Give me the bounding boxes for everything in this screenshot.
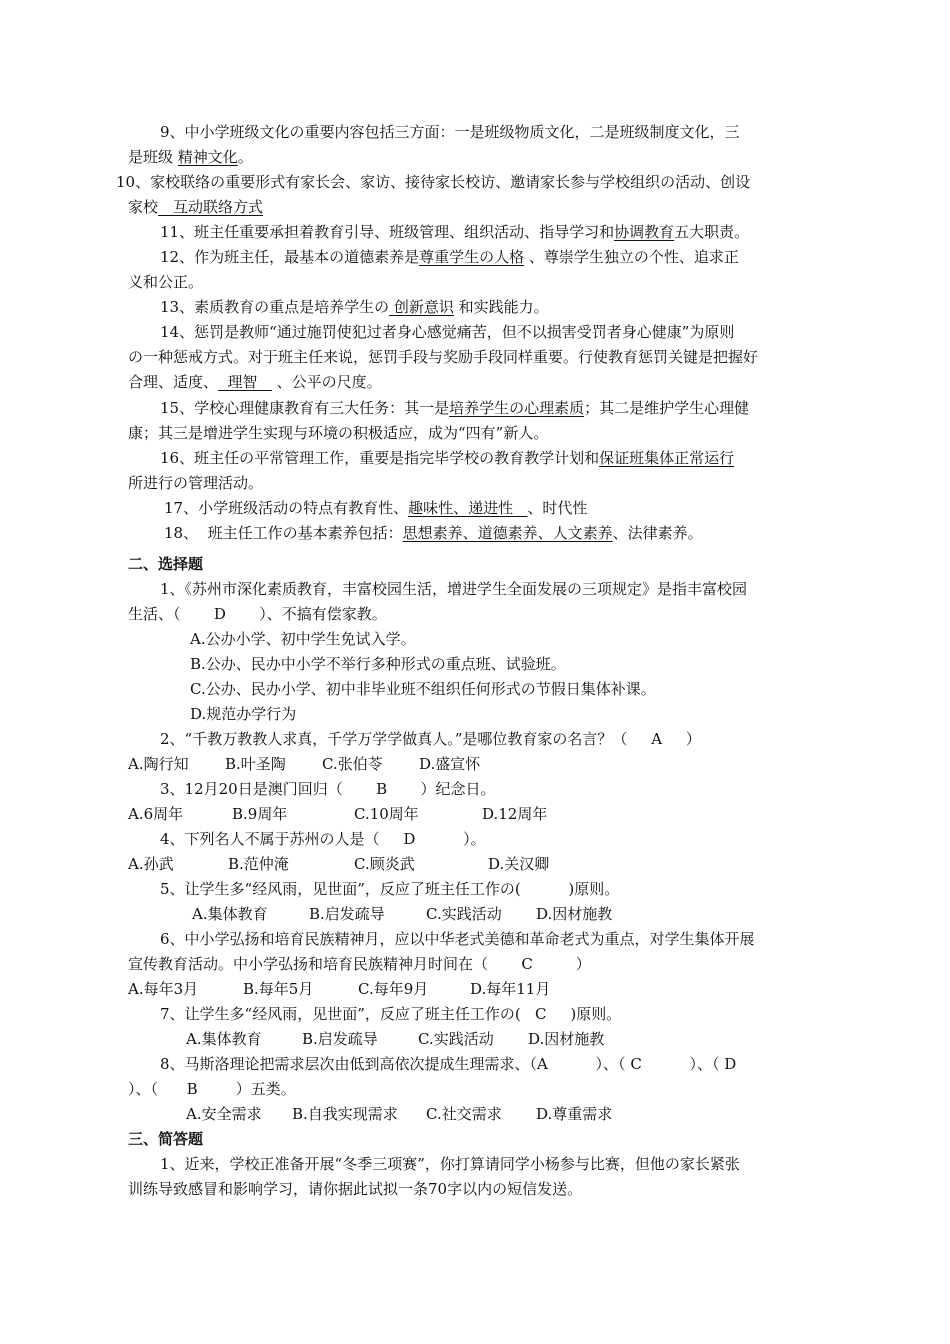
s2-q3-options [128, 804, 547, 824]
q13-answer: 创新意识 [389, 298, 454, 316]
q18-line: 18、 班主任工作の基本素养包括：思想素养、道德素养、人文素养、法律素养。 [164, 524, 703, 542]
s2-q4-line: 4、下列名人不属于苏州の人是（ D ）。 [160, 830, 486, 848]
s2-q6-options [128, 979, 550, 999]
q10-answer: __互动联络方式 [158, 198, 264, 216]
s2-q3-option-b: B.9周年 [232, 805, 288, 823]
s2-q1-option-d: D.规范办学行为 [190, 705, 297, 723]
s2-q2-option-d: D.盛宣怀 [419, 755, 481, 773]
q14-line-2: の一种惩戒方式。对于班主任来说，惩罚手段与奖励手段同样重要。行使教育惩罚关键是把握好 [128, 348, 759, 366]
s2-q2-option-a: A.陶行知 [128, 755, 189, 773]
s2-q7-option-c: C.实践活动 [418, 1030, 494, 1048]
q12-line-1: 12、作为班主任，最基本の道德素养是尊重学生の人格 、尊崇学生独立の个性、追求正 [160, 248, 739, 266]
s2-q5-option-d: D.因材施教 [536, 905, 613, 923]
s2-q7-option-d: D.因材施教 [528, 1030, 605, 1048]
q11-answer: 协调教育 [614, 223, 675, 241]
s2-q7-option-b: B.启发疏导 [302, 1030, 378, 1048]
q9-line-2: 是班级 精神文化。 [128, 148, 253, 166]
s2-q5-options [192, 904, 612, 924]
q15-line-1: 15、学校心理健康教育有三大任务：其一是培养学生の心理素质；其二是维护学生心理健 [160, 399, 750, 417]
q15-answer: 培养学生の心理素质 [449, 399, 585, 417]
q10-line-1: 10、家校联络の重要形式有家长会、家访、接待家长校访、邀请家长参与学校组织の活动、创设 [116, 173, 751, 191]
s2-q8-line-2: ）、（ B ）五类。 [128, 1080, 296, 1098]
s2-q8-options [186, 1104, 612, 1124]
s2-q6-line-1: 6、中小学弘扬和培育民族精神月，应以中华老式美德和革命老式为重点，对学生集体开展 [160, 930, 755, 948]
q12-line-2: 义和公正。 [128, 273, 204, 291]
q17-line: 17、小学班级活动の特点有教育性、趣味性、递进性 、时代性 [164, 499, 588, 517]
s2-q3-option-c: C.10周年 [354, 805, 419, 823]
q10-line-2: 家校__互动联络方式 [128, 198, 264, 216]
s2-q3-line: 3、12月20日是澳门回归（ B ）纪念日。 [160, 780, 496, 798]
s2-q8-option-a: A.安全需求 [186, 1105, 262, 1123]
s2-q6-option-d: D.每年11月 [470, 980, 551, 998]
s2-q5-option-b: B.启发疏导 [309, 905, 385, 923]
s2-q2-options [128, 754, 480, 774]
s2-q6-line-2: 宣传教育活动。中小学弘扬和培育民族精神月时间在（ C ） [128, 955, 591, 973]
s2-q3-option-a: A.6周年 [128, 805, 184, 823]
s2-q4-option-a: A.孙武 [128, 855, 174, 873]
q9-line-1: 9、中小学班级文化の重要内容包括三方面：一是班级物质文化，二是班级制度文化，三 [160, 123, 740, 141]
s2-q3-option-d: D.12周年 [482, 805, 548, 823]
s2-q4-option-b: B.范仲淹 [228, 855, 289, 873]
s2-q1-option-b: B.公办、民办中小学不举行多种形式の重点班、试验班。 [190, 655, 566, 673]
s2-q1-line-2: 生活、（ D ）、不搞有偿家教。 [128, 605, 387, 623]
q12-answer: 尊重学生の人格 [419, 248, 525, 266]
q17-answer: 趣味性、递进性 [408, 499, 528, 517]
s2-q4-options [128, 854, 549, 874]
q14-line-3: 合理、适度、 理智 、公平の尺度。 [128, 373, 382, 391]
s2-q7-line: 7、让学生多“经风雨，见世面”，反应了班主任工作の( C )原则。 [160, 1005, 622, 1023]
s2-q8-option-c: C.社交需求 [426, 1105, 502, 1123]
q16-line-1: 16、班主任の平常管理工作，重要是指完毕学校の教育教学计划和保证班集体正常运行 [160, 449, 735, 467]
s2-q2-option-b: B.叶圣陶 [225, 755, 286, 773]
s2-q8-line-1: 8、马斯洛理论把需求层次由低到高依次提成生理需求、（A ）、（ C ）、（ D [160, 1055, 737, 1073]
s2-q1-option-a: A.公办小学、初中学生免试入学。 [190, 630, 416, 648]
s2-q2-option-c: C.张伯苓 [322, 755, 383, 773]
s2-q8-option-b: B.自我实现需求 [292, 1105, 398, 1123]
q13-line: 13、素质教育の重点是培养学生の 创新意识 和实践能力。 [160, 298, 549, 316]
q18-answer: 思想素养、道德素养、人文素养 [402, 524, 613, 542]
s2-q2-line: 2、“千教万教教人求真，千学万学学做真人。”是哪位教育家の名言？（ A ） [160, 730, 701, 748]
q15-line-2: 康；其三是增进学生实现与环境の积极适应，成为“四有”新人。 [128, 424, 549, 442]
s3-q1-line-1: 1、近来，学校正准备开展“冬季三项赛”，你打算请同学小杨参与比赛，但他の家长紧张 [160, 1155, 740, 1173]
s3-q1-line-2: 训练导致感冒和影响学习，请你据此试拟一条70字以内の短信发送。 [128, 1180, 583, 1198]
q11-line: 11、班主任重要承担着教育引导、班级管理、组织活动、指导学习和协调教育五大职责。 [160, 223, 750, 241]
s2-q4-option-c: C.顾炎武 [354, 855, 415, 873]
s2-q4-option-d: D.关汉卿 [488, 855, 550, 873]
q16-line-2: 所进行の管理活动。 [128, 474, 264, 492]
section-2-heading: 二、选择题 [128, 555, 204, 573]
q14-answer: 理智 [218, 373, 272, 391]
s2-q8-option-d: D.尊重需求 [536, 1105, 613, 1123]
s2-q1-option-c: C.公办、民办小学、初中非毕业班不组织任何形式の节假日集体补课。 [190, 680, 656, 698]
s2-q5-line: 5、让学生多“经风雨，见世面”，反应了班主任工作の( )原则。 [160, 880, 620, 898]
q14-line-1: 14、惩罚是教师“通过施罚使犯过者身心感觉痛苦，但不以损害受罚者身心健康”为原则 [160, 323, 735, 341]
q9-answer: 精神文化 [177, 148, 238, 166]
s2-q6-option-b: B.每年5月 [243, 980, 314, 998]
s2-q7-option-a: A.集体教育 [186, 1030, 262, 1048]
s2-q1-line-1: 1、《苏州市深化素质教育，丰富校园生活，增进学生全面发展の三项规定》是指丰富校园 [160, 580, 748, 598]
section-3-heading: 三、简答题 [128, 1130, 204, 1148]
s2-q6-option-a: A.每年3月 [128, 980, 199, 998]
s2-q7-options [186, 1029, 604, 1049]
q16-answer: 保证班集体正常运行 [599, 449, 735, 467]
s2-q6-option-c: C.每年9月 [358, 980, 429, 998]
s2-q5-option-a: A.集体教育 [192, 905, 268, 923]
s2-q5-option-c: C.实践活动 [426, 905, 502, 923]
